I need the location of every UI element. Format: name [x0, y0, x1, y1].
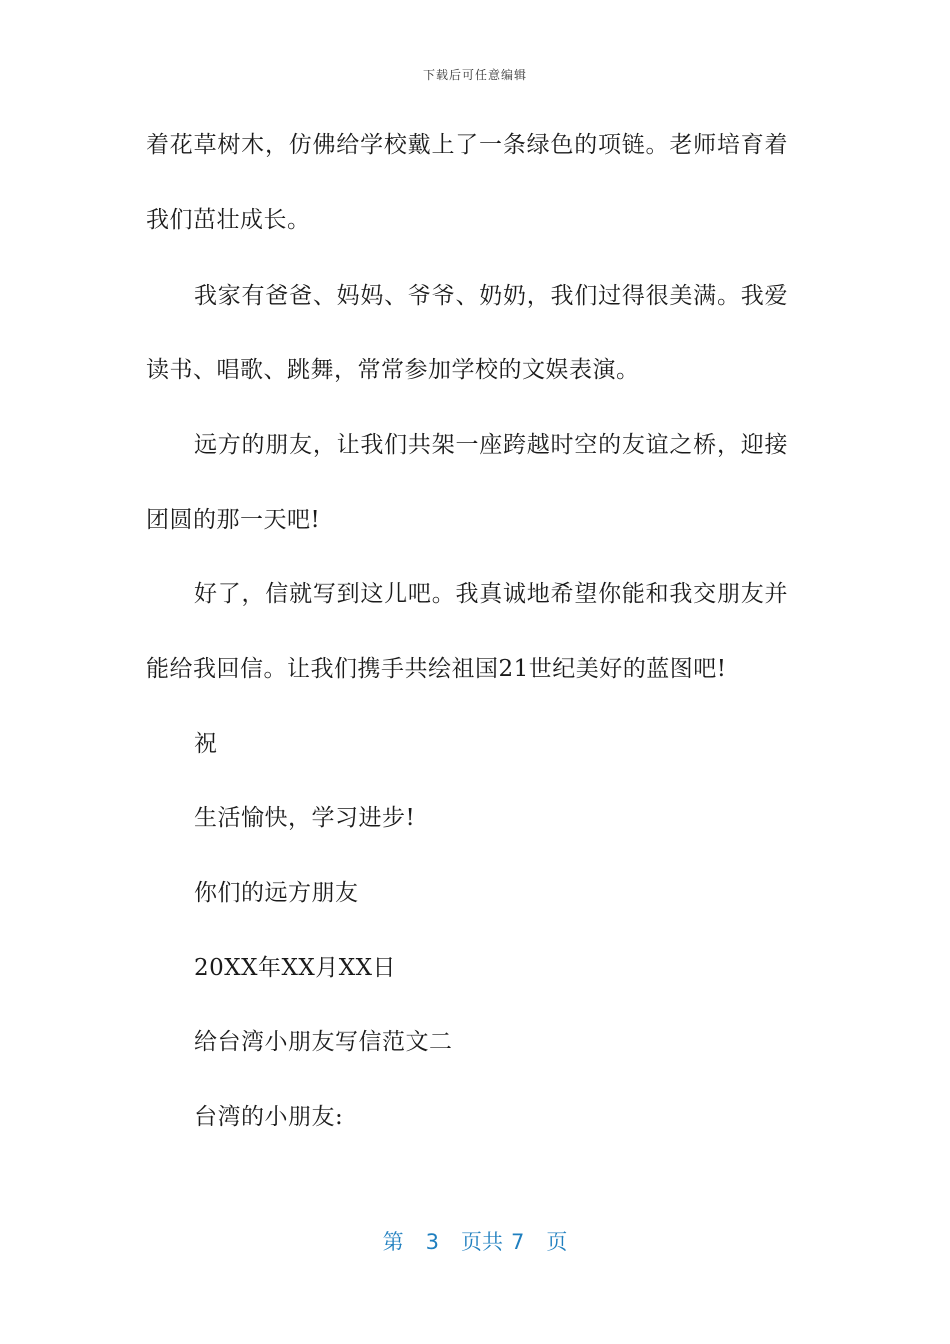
page-number-total: 7	[511, 1230, 525, 1254]
page-number-current: 3	[425, 1230, 439, 1254]
text-line: 能给我回信。让我们携手共绘祖国21世纪美好的蓝图吧!	[146, 656, 727, 682]
page-suffix: 页	[546, 1230, 568, 1254]
text-line: 读书、唱歌、跳舞，常常参加学校的文娱表演。	[146, 357, 640, 383]
letter-date: 20XX年XX月XX日	[194, 955, 397, 981]
letter-greeting: 台湾的小朋友:	[194, 1104, 344, 1130]
paragraph-first-line: 好了，信就写到这儿吧。我真诚地希望你能和我交朋友并	[194, 581, 788, 607]
section-title: 给台湾小朋友写信范文二	[194, 1029, 453, 1055]
paragraph-first-line: 远方的朋友，让我们共架一座跨越时空的友谊之桥，迎接	[194, 432, 788, 458]
closing-salutation: 祝	[194, 731, 218, 757]
text-line: 我们茁壮成长。	[146, 207, 311, 233]
page-footer	[0, 1226, 950, 1256]
page-prefix: 第	[382, 1230, 404, 1254]
paragraph-first-line: 我家有爸爸、妈妈、爷爷、奶奶，我们过得很美满。我爱	[194, 283, 788, 309]
page-mid: 页共	[461, 1230, 503, 1254]
text-line: 团圆的那一天吧!	[146, 507, 321, 533]
closing-wish: 生活愉快，学习进步!	[194, 805, 416, 831]
text-line: 着花草树木，仿佛给学校戴上了一条绿色的项链。老师培育着	[146, 132, 788, 158]
header-note: 下载后可任意编辑	[422, 68, 527, 82]
signature: 你们的远方朋友	[194, 880, 359, 906]
